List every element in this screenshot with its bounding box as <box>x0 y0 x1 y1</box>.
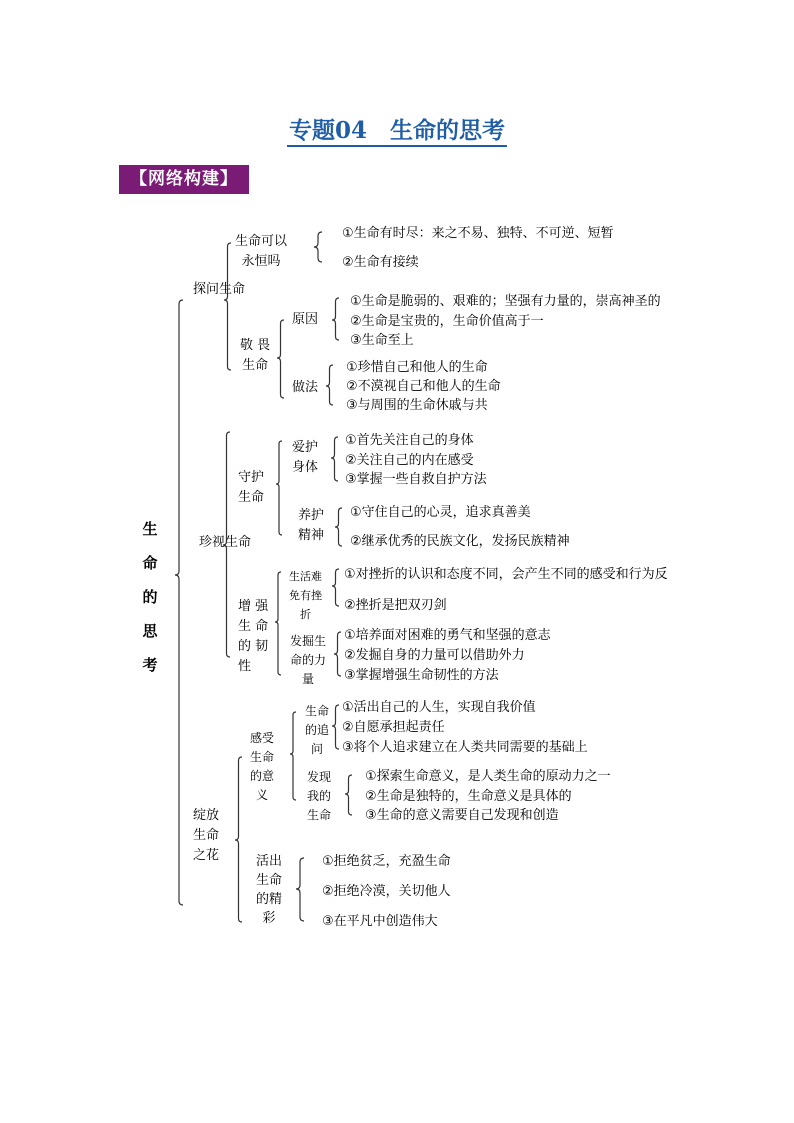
leaf-text: ①活出自己的人生，实现自我价值 <box>342 700 536 715</box>
brace-13 <box>235 757 242 922</box>
node-inner-power: 发掘生 命的力 量 <box>290 634 327 686</box>
leaf-text: ①守住自己的心灵，追求真善美 <box>350 505 531 520</box>
leaf-text: ②关注自己的内在感受 <box>345 453 474 468</box>
node-meaning: 感受 生命 的意 义 <box>250 731 275 802</box>
leaf-text: ③在平凡中创造伟大 <box>322 914 438 929</box>
brace-0 <box>175 300 183 905</box>
leaf-text: ③掌握一些自救自护方法 <box>345 472 487 487</box>
node-spirit-care: 养护 精神 <box>298 508 325 543</box>
leaf-text: ①培养面对困难的勇气和坚强的意志 <box>344 628 551 643</box>
node-discover-life: 发现 我的 生命 <box>307 770 332 822</box>
node-reason: 原因 <box>292 312 319 327</box>
section-badge: 【网络构建】 <box>119 165 249 194</box>
leaf-text: ②发掘自身的力量可以借助外力 <box>344 648 525 663</box>
leaf-text: ②自愿承担起责任 <box>342 720 445 735</box>
node-life-inquiry: 生命 的追 问 <box>305 704 330 756</box>
node-body-care: 爱护 身体 <box>292 440 319 475</box>
node-resilience: 增 强 生 命 的 韧 性 <box>238 599 269 674</box>
leaf-text: ①首先关注自己的身体 <box>345 433 474 448</box>
leaf-text: ③生命的意义需要自己发现和创造 <box>365 808 559 823</box>
brace-12 <box>334 632 341 676</box>
brace-16 <box>345 775 352 815</box>
leaf-text: ②拒绝冷漠，关切他人 <box>322 884 451 899</box>
leaf-text: ①生命有时尽：来之不易、独特、不可逆、短暂 <box>342 226 614 241</box>
node-awe: 敬 畏 生命 <box>240 338 271 373</box>
node-guard: 守护 生命 <box>238 470 265 505</box>
leaf-text: ①拒绝贫乏，充盈生命 <box>322 854 451 869</box>
node-live-brilliantly: 活出 生命 的精 彩 <box>256 854 283 926</box>
leaf-text: ②继承优秀的民族文化，发扬民族精神 <box>350 534 570 549</box>
mindmap-root: 生 命 的 思 考 <box>142 520 158 674</box>
brace-1 <box>224 243 231 370</box>
brace-9 <box>335 508 342 546</box>
brace-8 <box>331 437 338 481</box>
leaf-text: ③掌握增强生命韧性的方法 <box>344 668 499 683</box>
branch-label-bloom: 绽放 生命 之花 <box>193 808 220 863</box>
leaf-text: ①生命是脆弱的、艰难的；坚强有力量的，崇高神圣的 <box>350 294 661 309</box>
leaf-text: ③生命至上 <box>350 333 414 348</box>
leaf-text: ②生命有接续 <box>342 255 419 270</box>
leaf-text: ①对挫折的认识和态度不同，会产生不同的感受和行为反 <box>344 567 668 582</box>
leaf-text: ②生命是独特的，生命意义是具体的 <box>365 789 572 804</box>
node-eternal: 生命可以 永恒吗 <box>235 234 288 269</box>
branch-label-cherish: 珍视生命 <box>199 535 252 550</box>
brace-15 <box>332 705 339 749</box>
leaf-text: ③与周围的生命休戚与共 <box>346 398 488 413</box>
leaf-text: ②生命是宝贵的，生命价值高于一 <box>350 314 544 329</box>
brace-10 <box>275 572 281 675</box>
brace-5 <box>326 365 333 405</box>
brace-17 <box>296 858 304 921</box>
leaf-text: ③将个人追求建立在人类共同需要的基础上 <box>342 740 588 755</box>
brace-14 <box>290 712 296 800</box>
node-practice: 做法 <box>292 380 319 395</box>
node-setbacks: 生活难 免有挫 折 <box>289 570 322 621</box>
brace-2 <box>314 232 322 262</box>
leaf-text: ②挫折是把双刃剑 <box>344 598 447 613</box>
leaf-text: ①探索生命意义，是人类生命的原动力之一 <box>365 769 611 784</box>
leaf-text: ②不漠视自己和他人的生命 <box>346 379 501 394</box>
brace-3 <box>277 320 284 398</box>
brace-11 <box>332 569 339 606</box>
branch-label-explore: 探问生命 <box>193 282 246 297</box>
brace-7 <box>276 441 282 535</box>
leaf-text: ①珍惜自己和他人的生命 <box>346 360 488 375</box>
page-title: 专题04 生命的思考 <box>0 112 794 145</box>
brace-4 <box>332 298 339 340</box>
